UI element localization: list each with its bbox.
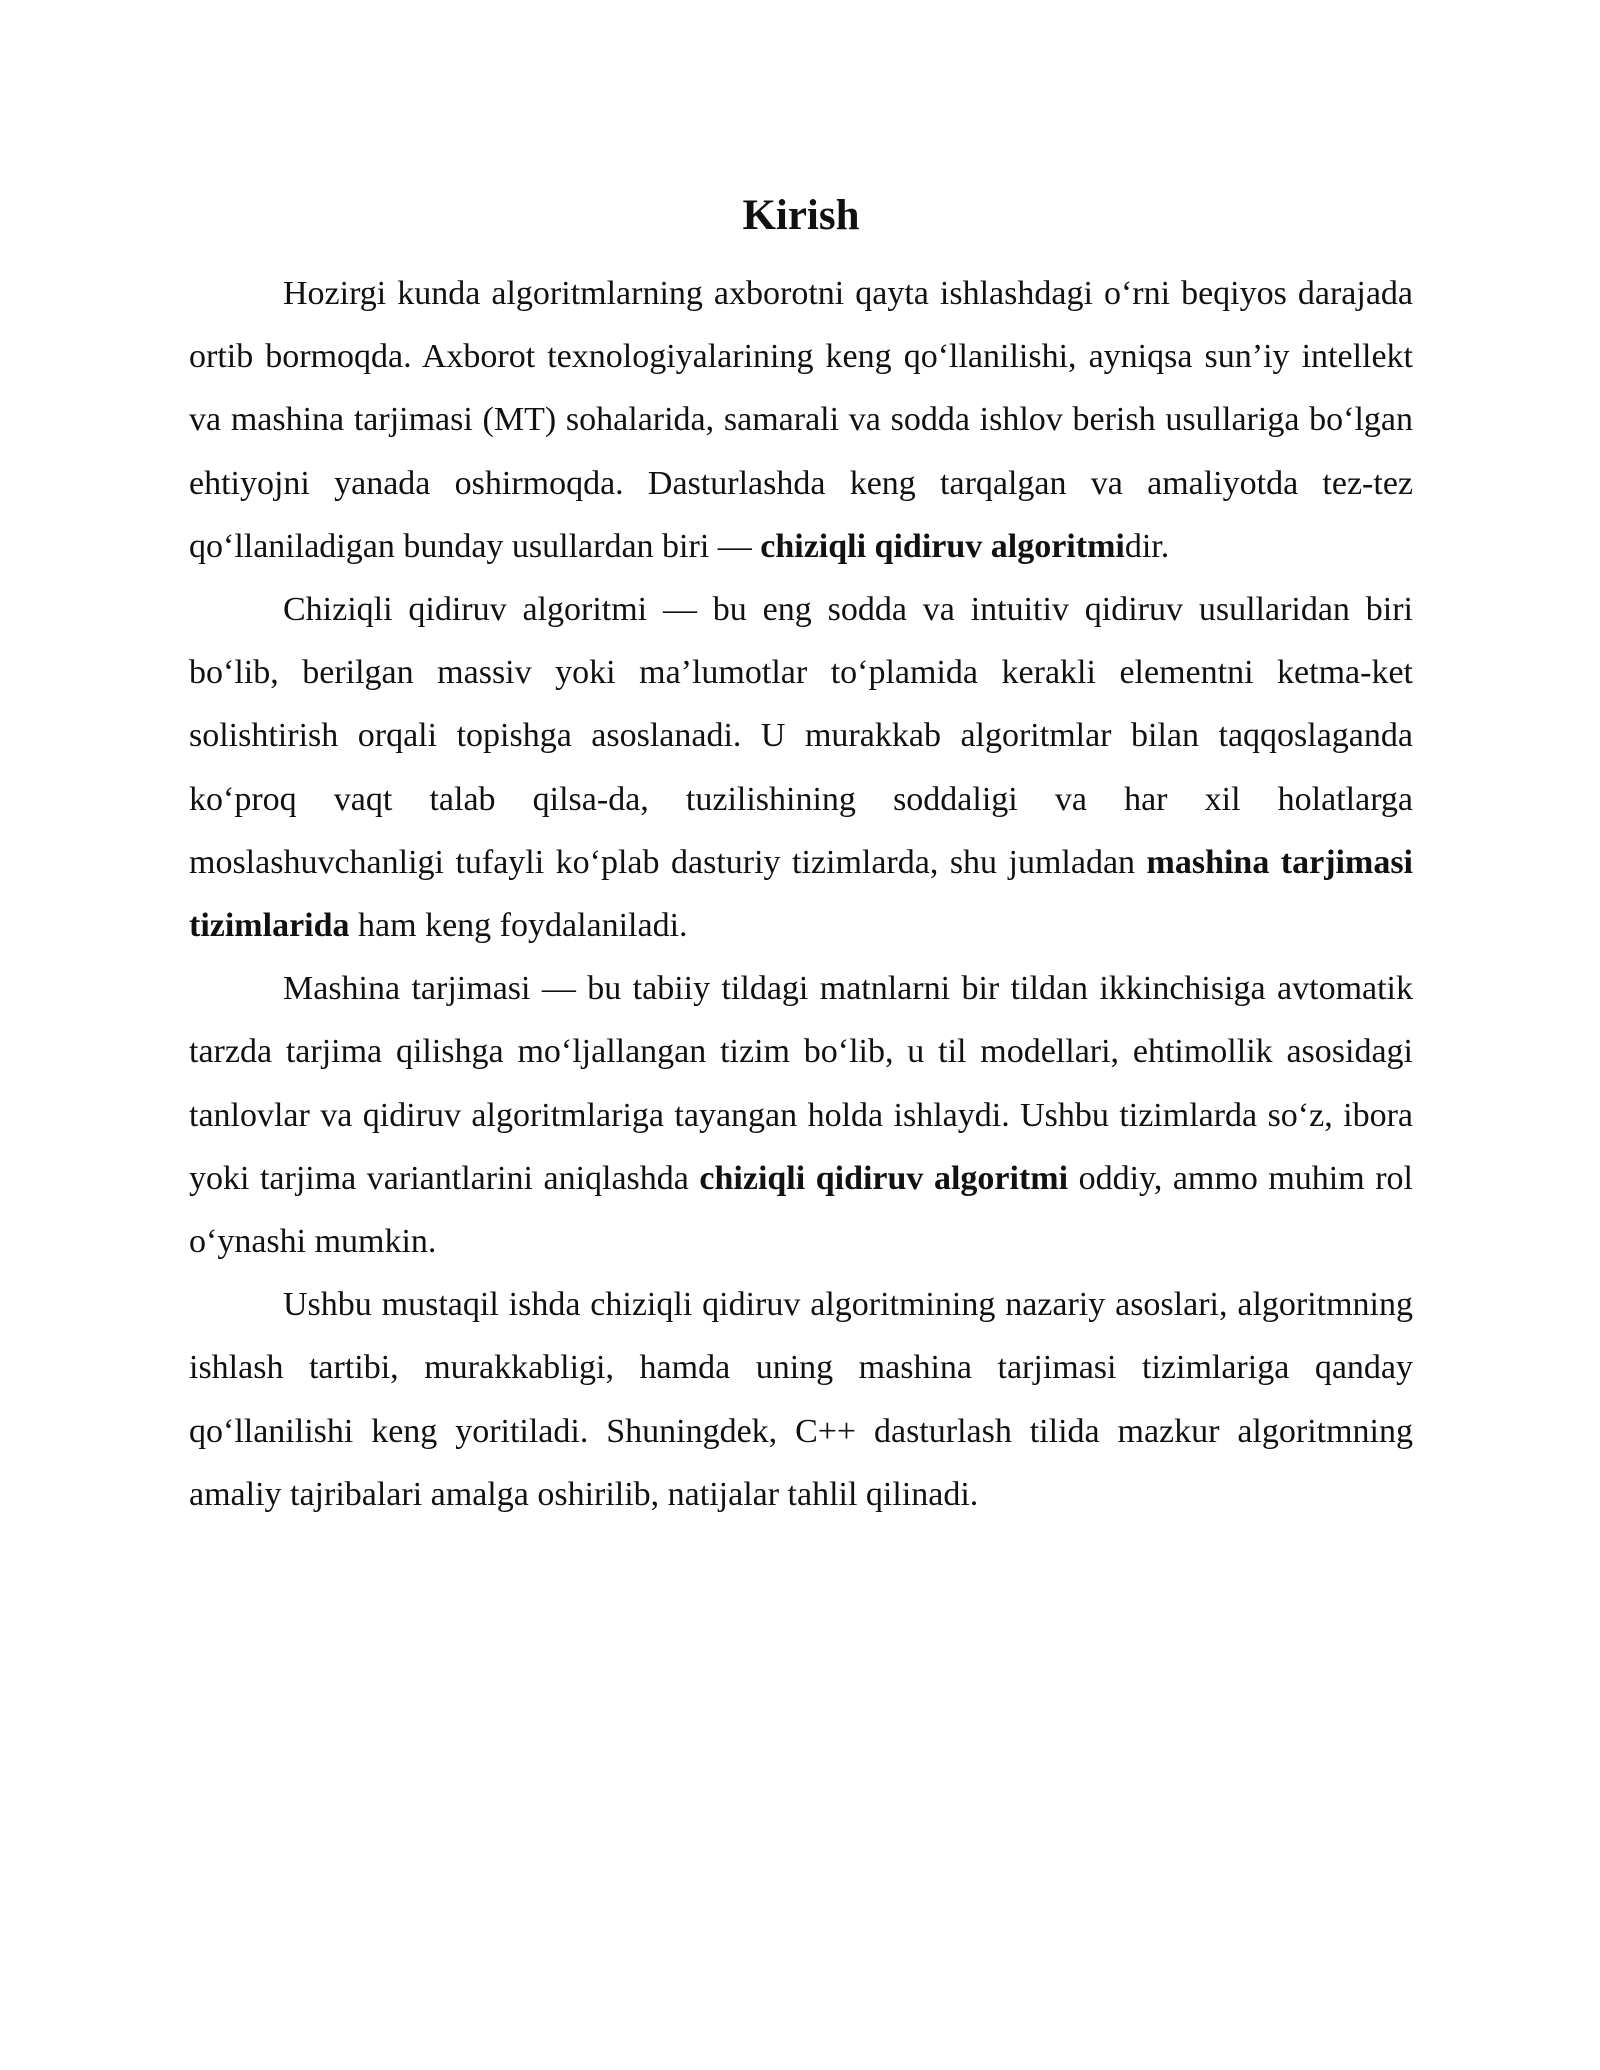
paragraph-2-bold-term: mashina tarjimasi tizimlarida <box>189 843 1413 945</box>
paragraph-4-text-1: Ushbu mustaqil ishda chiziqli qidiruv algoritmining nazariy asoslari, algoritmning ishlash tartibi, murakkabligi, hamda uning mashina tarjimasi tizimlariga qanday qo‘llanilishi keng yoritiladi. Shuningdek, C++ dasturlash tilida mazkur algoritmning amaliy tajribalari amalga oshirilib, natijalar tahlil qilinadi. <box>189 1286 1413 1513</box>
paragraph-3-bold-term: chiziqli qidiruv algoritmi <box>699 1159 1069 1197</box>
document-body <box>189 188 1413 1526</box>
paragraph-3-text-1: Mashina tarjimasi — bu tabiiy tildagi matnlarni bir tildan ikkinchisiga avtomatik tarzda tarjima qilishga mo‘ljallangan tizim bo‘lib, u til modellari, ehtimollik asosidagi tanlovlar va qidiruv algoritmlariga tayangan holda ishlaydi. Ushbu tizimlarda so‘z, ibora yoki tarjima variantlarini aniqlashda <box>189 970 1413 1197</box>
paragraph-1 <box>189 262 1413 578</box>
paragraph-2-text-2: ham keng foydalaniladi. <box>349 907 688 945</box>
paragraph-3-text-2: oddiy, ammo muhim rol o‘ynashi mumkin. <box>189 1159 1413 1261</box>
paragraph-4 <box>189 1273 1413 1526</box>
paragraph-1-bold-term: chiziqli qidiruv algoritmi <box>760 527 1125 565</box>
paragraph-1-text-2: dir. <box>1124 527 1170 565</box>
paragraph-3 <box>189 957 1413 1273</box>
paragraph-2 <box>189 578 1413 957</box>
page-title: Kirish <box>742 192 860 239</box>
paragraph-1-text-1: Hozirgi kunda algoritmlarning axborotni qayta ishlashdagi o‘rni beqiyos darajada ortib bormoqda. Axborot texnologiyalarining keng qo‘llanilishi, ayniqsa sun’iy intellekt va mashina tarjimasi (MT) sohalarida, samarali va sodda ishlov berish usullariga bo‘lgan ehtiyojni yanada oshirmoqda. Dasturlashda keng tarqalgan va amaliyotda tez-tez qo‘llaniladigan bunday usullardan biri — <box>189 275 1413 565</box>
paragraph-2-text-1: Chiziqli qidiruv algoritmi — bu eng sodda va intuitiv qidiruv usullaridan biri bo‘lib, berilgan massiv yoki ma’lumotlar to‘plamida kerakli elementni ketma-ket solishtirish orqali topishga asoslanadi. U murakkab algoritmlar bilan taqqoslaganda ko‘proq vaqt talab qilsa-da, tuzilishining soddaligi va har xil holatlarga moslashuvchanligi tufayli ko‘plab dasturiy tizimlarda, shu jumladan <box>189 591 1413 881</box>
